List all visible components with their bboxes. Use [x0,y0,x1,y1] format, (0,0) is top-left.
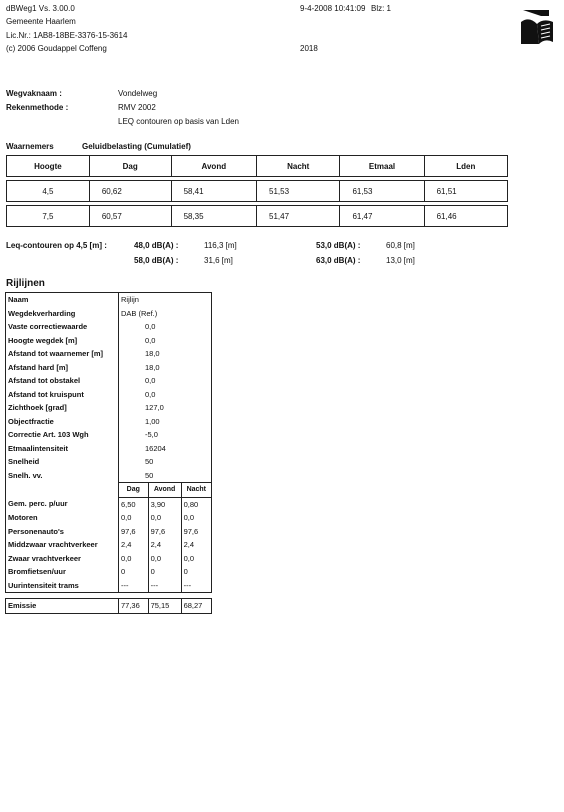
period-header-row [6,483,212,498]
table-row [6,320,212,334]
road-label: Wegvaknaam : [6,89,62,98]
row-label: Afstand tot obstakel [6,374,119,388]
column-header: Hoogte [7,156,90,177]
cell-avond: 2,4 [148,538,181,552]
row-value: 16204 [119,442,212,456]
cell-avond: --- [148,579,181,593]
row-label: Uurintensiteit trams [6,579,119,593]
emission-row [6,599,212,614]
copyright: (c) 2006 Goudappel Coffeng [6,44,107,53]
contour-db: 48,0 dB(A) : [134,241,179,250]
page-number: Blz: 1 [371,4,392,13]
table-row [6,401,212,415]
row-label: Afstand hard [m] [6,361,119,375]
table-row [6,388,212,402]
row-value: Rijlijn [119,293,212,307]
observers-subtitle: Geluidbelasting (Cumulatief) [82,142,191,151]
table-row [6,565,212,579]
contours-label: Leq-contouren op 4,5 [m] : [6,241,107,250]
contour-distance: 31,6 [m] [204,256,233,265]
row-label: Personenauto's [6,525,119,539]
row-label: Middzwaar vrachtverkeer [6,538,119,552]
cell-nacht: --- [181,579,211,593]
cell-dag: 0,0 [119,552,149,566]
table-row [6,525,212,539]
cell-avond: 0,0 [148,552,181,566]
row-label: Snelheid [6,455,119,469]
table-row [6,579,212,593]
cell-dag: 77,36 [119,599,149,614]
cell-etmaal: 61,47 [340,206,424,227]
table-row [6,497,212,511]
column-header: Etmaal [340,156,424,177]
row-value: -5,0 [119,428,212,442]
period-header: Avond [148,483,181,498]
row-value: 18,0 [119,347,212,361]
method-note: LEQ contouren op basis van Lden [118,117,239,126]
contour-db: 58,0 dB(A) : [134,256,179,265]
cell-dag: 60,57 [89,206,171,227]
row-label: Zichthoek [grad] [6,401,119,415]
row-label: Bromfietsen/uur [6,565,119,579]
road-value: Vondelweg [118,89,158,98]
table-row [6,293,212,307]
row-label: Objectfractie [6,415,119,429]
municipality: Gemeente Haarlem [6,17,76,26]
cell-nacht: 0 [181,565,211,579]
row-value: 0,0 [119,388,212,402]
cell-etmaal: 61,53 [340,181,424,202]
row-label: Zwaar vrachtverkeer [6,552,119,566]
row-value: 50 [119,469,212,483]
contour-distance: 60,8 [m] [386,241,415,250]
row-value: 1,00 [119,415,212,429]
table-row [6,347,212,361]
cell-avond: 0,0 [148,511,181,525]
contour-db: 53,0 dB(A) : [316,241,361,250]
cell-dag: 97,6 [119,525,149,539]
table-row [6,552,212,566]
table-header-row [7,156,508,177]
method-value: RMV 2002 [118,103,156,112]
table-row [6,428,212,442]
row-label: Etmaalintensiteit [6,442,119,456]
table-row [6,307,212,321]
row-value: 0,0 [119,334,212,348]
row-value: 0,0 [119,374,212,388]
print-datetime: 9-4-2008 10:41:09 [300,4,366,13]
rijlijnen-table [5,292,212,614]
cell-nacht: 51,47 [257,206,340,227]
row-label: Wegdekverharding [6,307,119,321]
cell-avond: 3,90 [148,497,181,511]
contour-distance: 13,0 [m] [386,256,415,265]
company-logo-icon [519,8,557,48]
cell-avond: 97,6 [148,525,181,539]
cell-dag: 0 [119,565,149,579]
contour-db: 63,0 dB(A) : [316,256,361,265]
table-row [7,206,508,227]
cell-height: 7,5 [7,206,90,227]
column-header: Avond [171,156,256,177]
cell-nacht: 97,6 [181,525,211,539]
row-label: Hoogte wegdek [m] [6,334,119,348]
cell-avond: 58,41 [171,181,256,202]
cell-dag: 60,62 [89,181,171,202]
method-label: Rekenmethode : [6,103,69,112]
period-header: Nacht [181,483,211,498]
row-value: DAB (Ref.) [119,307,212,321]
column-header: Lden [424,156,507,177]
row-value: 50 [119,455,212,469]
cell-nacht: 0,0 [181,552,211,566]
cell-lden: 61,46 [424,206,507,227]
cell-dag: --- [119,579,149,593]
row-label: Snelh. vv. [6,469,119,483]
table-row [6,334,212,348]
period-header: Dag [119,483,149,498]
report-year: 2018 [300,44,318,53]
cell-height: 4,5 [7,181,90,202]
row-label: Afstand tot waarnemer [m] [6,347,119,361]
row-label: Vaste correctiewaarde [6,320,119,334]
table-row [6,361,212,375]
row-label: Correctie Art. 103 Wgh [6,428,119,442]
row-label: Emissie [6,599,119,614]
section-title: Rijlijnen [6,278,45,289]
table-row [6,415,212,429]
cell-avond: 58,35 [171,206,256,227]
cell-dag: 0,0 [119,511,149,525]
cell-nacht: 0,0 [181,511,211,525]
column-header: Nacht [257,156,340,177]
cell-nacht: 2,4 [181,538,211,552]
table-row [6,511,212,525]
cell-avond: 0 [148,565,181,579]
row-value: 0,0 [119,320,212,334]
row-label: Naam [6,293,119,307]
table-row [6,469,212,483]
table-row [6,538,212,552]
row-label: Gem. perc. p/uur [6,497,119,511]
row-label: Motoren [6,511,119,525]
column-header: Dag [89,156,171,177]
row-value: 127,0 [119,401,212,415]
cell-dag: 2,4 [119,538,149,552]
contour-distance: 116,3 [m] [204,241,237,250]
license-number: Lic.Nr.: 1AB8-18BE-3376-15-3614 [6,31,128,40]
observers-table [6,155,508,227]
cell-avond: 75,15 [148,599,181,614]
table-row [6,442,212,456]
cell-nacht: 51,53 [257,181,340,202]
table-row [7,181,508,202]
observers-label: Waarnemers [6,142,54,151]
cell-dag: 6,50 [119,497,149,511]
cell-lden: 61,51 [424,181,507,202]
cell-nacht: 68,27 [181,599,211,614]
row-value: 18,0 [119,361,212,375]
table-row [6,374,212,388]
row-label: Afstand tot kruispunt [6,388,119,402]
cell-nacht: 0,80 [181,497,211,511]
app-version: dBWeg1 Vs. 3.00.0 [6,4,75,13]
table-row [6,455,212,469]
